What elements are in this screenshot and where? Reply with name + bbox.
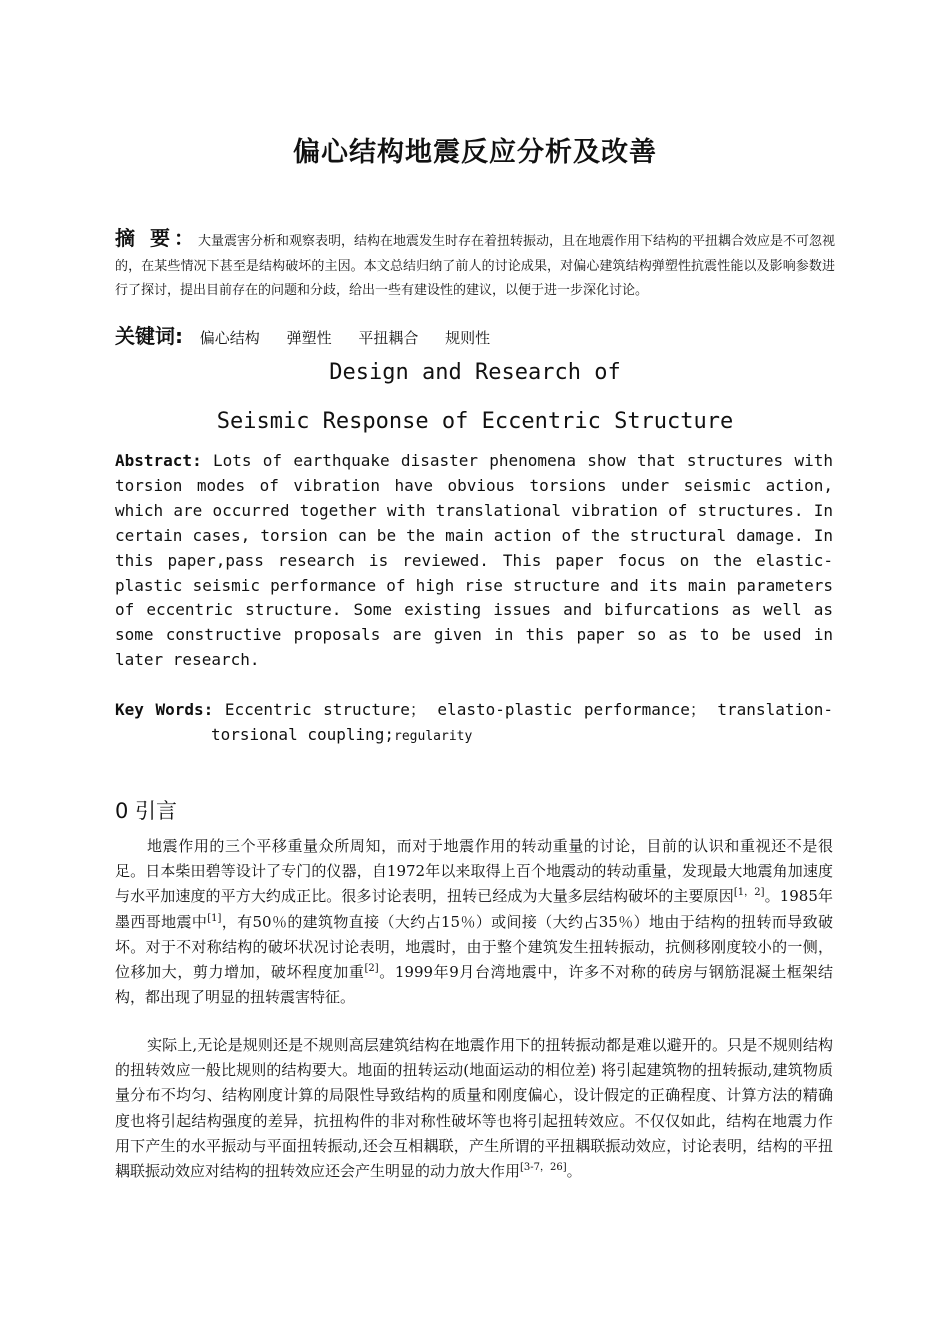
english-abstract — [115, 449, 833, 673]
paragraph-text: 地震作用的三个平移重量众所周知，而对于地震作用的转动重量的讨论，目前的认识和重视还不是很足。日本柴田碧等设计了专门的仪器，自1972年以来取得上百个地震动的转动重量，发现最大地震角加速度与水平加速度的平方大约成正比。很多讨论表明，扭转已经成为大量多层结构破坏的主要原因 — [115, 837, 833, 906]
paragraph-text: 。1999年9月台湾地震中，许多不对称的砖房与钢筋混凝土框架结构，都出现了明显的扭转震害特征。 — [115, 963, 833, 1007]
english-keywords-label: Key Words: — [115, 700, 214, 719]
english-abstract-text: Lots of earthquake disaster phenomena show that structures with torsion modes of vibration have obvious torsions under seismic action, which are occurred together with translational vibration of structures. In certain cases, torsion can be the main action of the structural damage. In this paper,pass research is reviewed. This paper focus on the elastic-plastic seismic performance of high rise structure and its main parameters of eccentric structure. Some existing issues and bifurcations as well as some constructive proposals are given in this paper so as to be used in later research. — [115, 451, 833, 670]
paragraph-text: 。1985年墨西哥地震中 — [115, 887, 833, 931]
english-keywords-text: Eccentric structure； elasto-plastic performance； translation-torsional coupling; — [211, 700, 834, 744]
english-title-line-1: Design and Research of — [329, 360, 621, 385]
english-keywords — [115, 698, 833, 749]
citation: [2] — [364, 963, 379, 975]
paragraph-text: 。 — [566, 1162, 582, 1181]
chinese-abstract — [115, 226, 835, 304]
chinese-keyword: 偏心结构 — [199, 329, 260, 347]
chinese-abstract-text: 大量震害分析和观察表明，结构在地震发生时存在着扭转振动，且在地震作用下结构的平扭耦合效应是不可忽视的，在某些情况下甚至是结构破坏的主因。本文总结归纳了前人的讨论成果，对偏心建筑结构弹塑性抗震性能以及影响参数进行了探讨，提出目前存在的问题和分歧，给出一些有建设性的建议，以便于进一步深化讨论。 — [115, 234, 835, 298]
english-title-line-2: Seismic Response of Eccentric Structure — [216, 409, 734, 434]
paragraph-text: ，有50％的建筑物直接（大约占15％）或间接（大约占35％）地由于结构的扭转而导致破坏。对于不对称结构的破坏状况讨论表明，地震时，由于整个建筑发生扭转振动，抗侧移刚度较小的一侧，位移加大，剪力增加，破坏程度加重 — [115, 912, 833, 982]
paragraph-text: 实际上,无论是规则还是不规则高层建筑结构在地震作用下的扭转振动都是难以避开的。只是不规则结构的扭转效应一般比规则的结构要大。地面的扭转运动(地面运动的相位差) 将引起建筑物的扭转振动,建筑物质量分布不均匀、结构刚度计算的局限性导致结构的质量和刚度偏心，设计假定的正确程度、计算方法的精确度也将引起结构强度的差异，抗扭构件的非对称性破坏等也将引起扭转效应。不仅仅如此，结构在地震力作用下产生的水平振动与平面扭转振动,还会互相耦联，产生所谓的平扭耦联振动效应，讨论表明，结构的平扭耦联振动效应对结构的扭转效应还会产生明显的动力放大作用 — [115, 1036, 833, 1181]
chinese-keyword: 规则性 — [445, 329, 491, 347]
citation: [3-7，26] — [520, 1162, 567, 1174]
body-paragraph — [115, 1033, 833, 1184]
body-paragraph — [115, 834, 833, 1010]
chinese-title: 偏心结构地震反应分析及改善 — [293, 137, 657, 168]
english-keywords-last: regularity — [394, 728, 473, 744]
chinese-keywords — [115, 322, 835, 352]
english-abstract-label: Abstract: — [115, 451, 202, 470]
section-heading: 0 引言 — [115, 799, 178, 823]
chinese-abstract-label: 摘 要： — [115, 226, 198, 250]
chinese-keyword: 弹塑性 — [286, 329, 332, 347]
chinese-keyword: 平扭耦合 — [358, 329, 419, 347]
chinese-keywords-label: 关键词: — [115, 324, 183, 348]
citation: [1，2] — [733, 887, 765, 899]
citation: [1] — [207, 912, 222, 924]
